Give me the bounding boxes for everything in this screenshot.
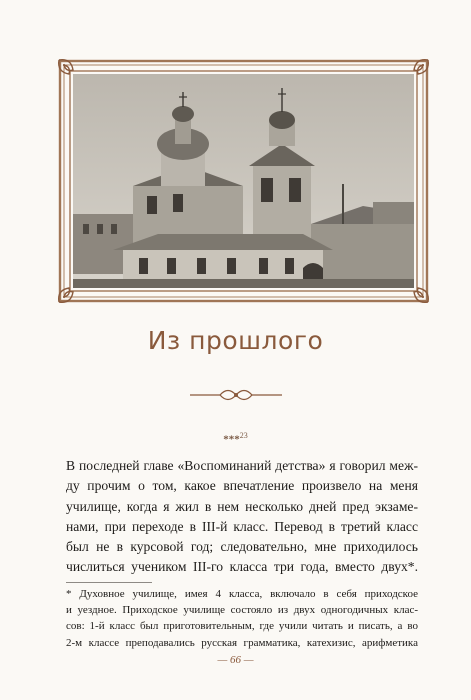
body-line: ду прочим о том, какое впечатление произвело на меня [66,478,418,494]
footnote-line: * Духовное училище, имея 4 класса, включало в себя приходское [66,588,418,600]
page-number: — 66 — [217,654,254,666]
chapter-title: Из прошлого [147,326,324,355]
body-line: училище, когда я жил в нем несколько дней пред экзаме- [66,498,418,514]
section-marker: ***$^{23}$ [223,431,248,446]
illustration-frame [57,58,430,304]
body-line: нами, при переходе в III-й класс. Перевод в третий класс [66,518,418,534]
body-line: числиться учеником III-го класса три года, вместо двух*. [66,559,418,575]
body-line: был не в курсовой год; следовательно, мне приходилось [66,539,418,555]
footnote-line: 2-м классе преподавались русская грамматика, катехизис, арифметика [66,636,418,649]
footnote [66,586,418,651]
footnote-line: сов: 1-й класс был приготовительным, где учили читать и писать, а во [66,620,418,633]
footnote-line: и уездное. Приходское училище состояло из двух одногодичных клас- [66,604,418,617]
title-ornament-icon [190,386,282,404]
body-line: В последней главе «Воспоминаний детства» я говорил меж- [66,458,418,473]
footnote-divider [66,582,152,583]
body-paragraph [66,456,418,578]
church-photograph [73,74,414,288]
section-note-ref: 23 [239,431,248,440]
